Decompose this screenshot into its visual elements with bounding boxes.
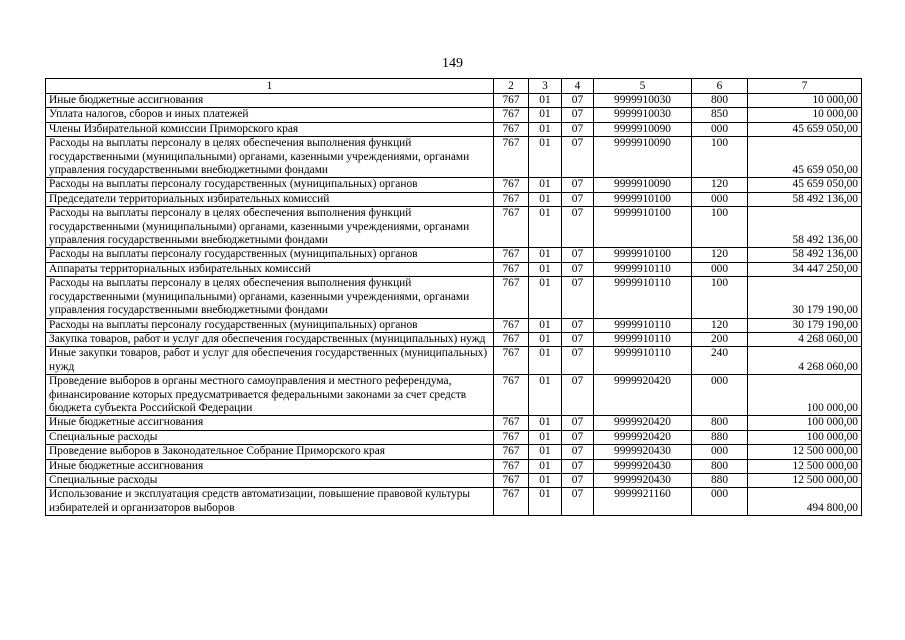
- row-code-2: 767: [494, 375, 529, 416]
- table-body: [46, 79, 862, 516]
- row-code-2: 767: [494, 347, 529, 375]
- row-code-3: 01: [529, 473, 562, 487]
- row-name: Председатели территориальных избирательных комиссий: [46, 192, 494, 206]
- table-row: [46, 122, 862, 136]
- row-code-6: 200: [692, 332, 748, 346]
- row-name: Иные закупки товаров, работ и услуг для обеспечения государственных (муниципальных) нужд: [46, 347, 494, 375]
- row-code-3: 01: [529, 347, 562, 375]
- row-name: Использование и эксплуатация средств автоматизации, повышение правовой культуры избирателей и организаторов выборов: [46, 488, 494, 516]
- row-code-2: 767: [494, 122, 529, 136]
- row-name: Расходы на выплаты персоналу государственных (муниципальных) органов: [46, 178, 494, 192]
- row-code-4: 07: [562, 178, 594, 192]
- row-code-3: 01: [529, 108, 562, 122]
- row-amount: 100 000,00: [748, 375, 862, 416]
- row-name: Расходы на выплаты персоналу в целях обеспечения выполнения функций государственными (муниципальными) органами, казенными учреждениями, органами управления государственными внебюджетными фондами: [46, 277, 494, 318]
- row-code-4: 07: [562, 318, 594, 332]
- row-code-4: 07: [562, 445, 594, 459]
- row-amount: 58 492 136,00: [748, 207, 862, 248]
- row-code-3: 01: [529, 430, 562, 444]
- row-code-3: 01: [529, 375, 562, 416]
- row-name: Проведение выборов в Законодательное Собрание Приморского края: [46, 445, 494, 459]
- row-code-6: 880: [692, 473, 748, 487]
- row-code-5: 9999910090: [594, 178, 692, 192]
- row-code-4: 07: [562, 277, 594, 318]
- table-row: [46, 192, 862, 206]
- table-row: [46, 207, 862, 248]
- row-amount: 10 000,00: [748, 94, 862, 108]
- row-code-4: 07: [562, 473, 594, 487]
- row-code-3: 01: [529, 445, 562, 459]
- table-row: [46, 459, 862, 473]
- row-amount: 58 492 136,00: [748, 248, 862, 262]
- row-name: Иные бюджетные ассигнования: [46, 94, 494, 108]
- row-code-6: 120: [692, 318, 748, 332]
- row-code-5: 9999921160: [594, 488, 692, 516]
- row-code-3: 01: [529, 192, 562, 206]
- row-code-3: 01: [529, 137, 562, 178]
- row-code-5: 9999910110: [594, 332, 692, 346]
- row-code-6: 000: [692, 445, 748, 459]
- row-code-2: 767: [494, 277, 529, 318]
- row-amount: 45 659 050,00: [748, 137, 862, 178]
- row-name: Расходы на выплаты персоналу государственных (муниципальных) органов: [46, 318, 494, 332]
- row-code-5: 9999920430: [594, 445, 692, 459]
- row-code-3: 01: [529, 488, 562, 516]
- row-code-6: 000: [692, 122, 748, 136]
- row-code-6: 100: [692, 207, 748, 248]
- row-name: Расходы на выплаты персоналу государственных (муниципальных) органов: [46, 248, 494, 262]
- row-code-3: 01: [529, 262, 562, 276]
- page-number: 149: [442, 56, 463, 71]
- row-code-4: 07: [562, 192, 594, 206]
- table-row: [46, 347, 862, 375]
- row-code-5: 9999910030: [594, 94, 692, 108]
- row-code-5: 9999910030: [594, 108, 692, 122]
- row-amount: 45 659 050,00: [748, 178, 862, 192]
- row-code-4: 07: [562, 94, 594, 108]
- row-name: Расходы на выплаты персоналу в целях обеспечения выполнения функций государственными (муниципальными) органами, казенными учреждениями, органами управления государственными внебюджетными фондами: [46, 207, 494, 248]
- row-code-5: 9999920420: [594, 430, 692, 444]
- table-row: [46, 137, 862, 178]
- row-code-2: 767: [494, 207, 529, 248]
- column-header: 6: [692, 79, 748, 94]
- row-code-6: 800: [692, 416, 748, 430]
- row-code-4: 07: [562, 347, 594, 375]
- row-code-5: 9999920420: [594, 416, 692, 430]
- row-code-5: 9999910100: [594, 248, 692, 262]
- row-amount: 100 000,00: [748, 416, 862, 430]
- row-code-6: 100: [692, 277, 748, 318]
- row-code-2: 767: [494, 473, 529, 487]
- column-header: 5: [594, 79, 692, 94]
- row-code-3: 01: [529, 318, 562, 332]
- row-code-4: 07: [562, 459, 594, 473]
- row-code-2: 767: [494, 192, 529, 206]
- row-name: Специальные расходы: [46, 473, 494, 487]
- row-name: Закупка товаров, работ и услуг для обеспечения государственных (муниципальных) нужд: [46, 332, 494, 346]
- row-name: Специальные расходы: [46, 430, 494, 444]
- table-row: [46, 248, 862, 262]
- row-code-2: 767: [494, 262, 529, 276]
- row-code-4: 07: [562, 375, 594, 416]
- table-row: [46, 416, 862, 430]
- row-code-5: 9999910090: [594, 122, 692, 136]
- row-code-2: 767: [494, 178, 529, 192]
- table-row: [46, 375, 862, 416]
- row-code-3: 01: [529, 332, 562, 346]
- table-row: [46, 473, 862, 487]
- row-amount: 30 179 190,00: [748, 318, 862, 332]
- row-code-4: 07: [562, 416, 594, 430]
- row-code-2: 767: [494, 94, 529, 108]
- row-name: Уплата налогов, сборов и иных платежей: [46, 108, 494, 122]
- row-amount: 12 500 000,00: [748, 459, 862, 473]
- header-row: [46, 79, 862, 94]
- row-amount: 4 268 060,00: [748, 347, 862, 375]
- row-code-6: 000: [692, 488, 748, 516]
- row-code-2: 767: [494, 445, 529, 459]
- row-name: Расходы на выплаты персоналу в целях обеспечения выполнения функций государственными (муниципальными) органами, казенными учреждениями, органами управления государственными внебюджетными фондами: [46, 137, 494, 178]
- table-row: [46, 430, 862, 444]
- row-amount: 100 000,00: [748, 430, 862, 444]
- row-code-3: 01: [529, 94, 562, 108]
- row-amount: 45 659 050,00: [748, 122, 862, 136]
- row-amount: 30 179 190,00: [748, 277, 862, 318]
- row-code-4: 07: [562, 207, 594, 248]
- row-amount: 12 500 000,00: [748, 445, 862, 459]
- table-row: [46, 318, 862, 332]
- row-code-2: 767: [494, 459, 529, 473]
- row-code-3: 01: [529, 277, 562, 318]
- row-code-6: 000: [692, 262, 748, 276]
- row-amount: 34 447 250,00: [748, 262, 862, 276]
- row-code-5: 9999910110: [594, 347, 692, 375]
- row-code-4: 07: [562, 332, 594, 346]
- row-code-6: 000: [692, 375, 748, 416]
- row-code-6: 100: [692, 137, 748, 178]
- row-code-6: 000: [692, 192, 748, 206]
- row-code-6: 850: [692, 108, 748, 122]
- row-code-5: 9999920430: [594, 473, 692, 487]
- row-code-6: 120: [692, 178, 748, 192]
- row-code-2: 767: [494, 430, 529, 444]
- row-code-4: 07: [562, 122, 594, 136]
- row-code-2: 767: [494, 137, 529, 178]
- row-code-3: 01: [529, 122, 562, 136]
- row-code-2: 767: [494, 416, 529, 430]
- row-code-4: 07: [562, 108, 594, 122]
- row-name: Проведение выборов в органы местного самоуправления и местного референдума, финансирование которых предусматривается федеральными законами за счет средств бюджета субъекта Российской Федерации: [46, 375, 494, 416]
- row-code-3: 01: [529, 416, 562, 430]
- row-code-2: 767: [494, 332, 529, 346]
- row-name: Иные бюджетные ассигнования: [46, 459, 494, 473]
- row-code-5: 9999920430: [594, 459, 692, 473]
- table-row: [46, 108, 862, 122]
- row-code-5: 9999910090: [594, 137, 692, 178]
- row-name: Аппараты территориальных избирательных комиссий: [46, 262, 494, 276]
- row-amount: 10 000,00: [748, 108, 862, 122]
- row-code-5: 9999910110: [594, 277, 692, 318]
- table-row: [46, 332, 862, 346]
- table-row: [46, 94, 862, 108]
- row-amount: 4 268 060,00: [748, 332, 862, 346]
- column-header: 1: [46, 79, 494, 94]
- row-name: Иные бюджетные ассигнования: [46, 416, 494, 430]
- row-code-5: 9999910110: [594, 262, 692, 276]
- budget-table: [45, 78, 862, 516]
- row-code-3: 01: [529, 248, 562, 262]
- row-code-3: 01: [529, 178, 562, 192]
- column-header: 3: [529, 79, 562, 94]
- row-amount: 494 800,00: [748, 488, 862, 516]
- row-code-6: 120: [692, 248, 748, 262]
- row-code-6: 240: [692, 347, 748, 375]
- row-code-4: 07: [562, 137, 594, 178]
- row-code-2: 767: [494, 488, 529, 516]
- table-row: [46, 488, 862, 516]
- table-row: [46, 262, 862, 276]
- table-row: [46, 178, 862, 192]
- row-amount: 58 492 136,00: [748, 192, 862, 206]
- column-header: 7: [748, 79, 862, 94]
- row-code-3: 01: [529, 207, 562, 248]
- row-code-5: 9999910100: [594, 207, 692, 248]
- row-code-4: 07: [562, 262, 594, 276]
- column-header: 2: [494, 79, 529, 94]
- row-code-6: 880: [692, 430, 748, 444]
- row-code-2: 767: [494, 318, 529, 332]
- row-code-5: 9999910100: [594, 192, 692, 206]
- row-code-4: 07: [562, 430, 594, 444]
- row-code-6: 800: [692, 94, 748, 108]
- column-header: 4: [562, 79, 594, 94]
- table-row: [46, 277, 862, 318]
- row-code-4: 07: [562, 248, 594, 262]
- row-code-2: 767: [494, 248, 529, 262]
- row-name: Члены Избирательной комиссии Приморского края: [46, 122, 494, 136]
- row-code-2: 767: [494, 108, 529, 122]
- row-code-4: 07: [562, 488, 594, 516]
- row-code-5: 9999920420: [594, 375, 692, 416]
- row-code-6: 800: [692, 459, 748, 473]
- row-code-5: 9999910110: [594, 318, 692, 332]
- row-amount: 12 500 000,00: [748, 473, 862, 487]
- row-code-3: 01: [529, 459, 562, 473]
- table-row: [46, 445, 862, 459]
